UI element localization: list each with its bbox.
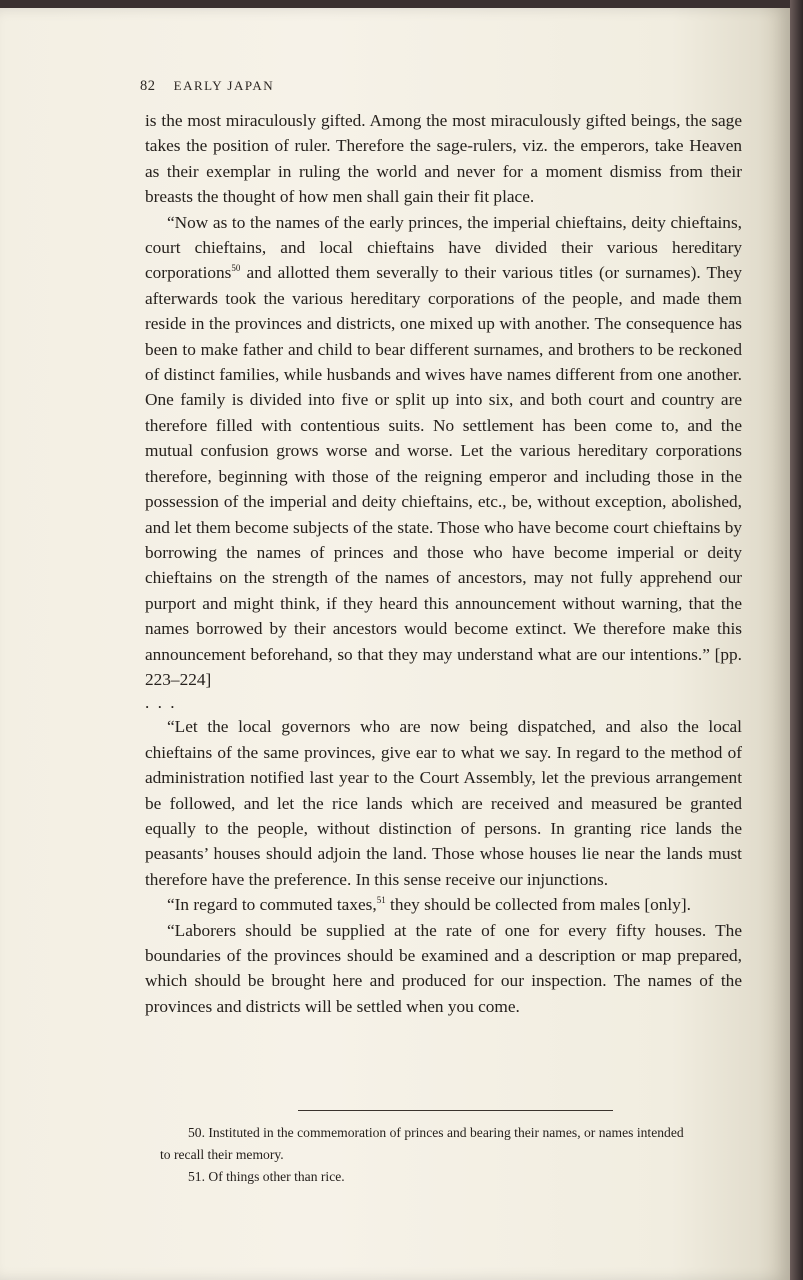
book-page xyxy=(0,8,790,1280)
paragraph-4 xyxy=(145,892,742,917)
footnote-ref-50[interactable]: 50 xyxy=(231,263,241,274)
running-header xyxy=(140,78,274,95)
footnote-50-line-2: to recall their memory. xyxy=(160,1147,284,1162)
paragraph-2-text-b: and allotted them severally to their various titles (or surnames). They afterwards took the various hereditary corporations of the people, and made them reside in the provinces and districts, one mixed up with another. The consequence has been to make father and child to bear different surnames, and brothers to be reckoned of distinct families, while husbands and wives have names different from one another. One family is divided into five or split up into six, and both court and country are therefore filled with contentious suits. No settlement has been come to, and the mutual confusion grows worse and worse. Let the various hereditary corporations therefore, beginning with those of the reigning emperor and including those in the possession of the imperial and deity chieftains, etc., be, without exception, abolished, and let them become subjects of the state. Those who have become court chieftains by borrowing the names of princes and those who have become imperial or deity chieftains on the strength of the names of ancestors, may not fully apprehend our purport and might think, if they heard this announcement without warning, that the names borrowed by their ancestors would become extinct. We therefore make this announcement beforehand, so that they may understand what are our intentions.” [pp. 223–224] xyxy=(145,263,742,689)
paragraph-2-text-a: “Now as to the names of the early princes, the imperial chieftains, deity chieftains, court chieftains, and local chieftains have divided their various hereditary corporations xyxy=(145,212,742,283)
footnote-ref-51[interactable]: 51 xyxy=(376,895,386,906)
paragraph-4-text-a: “In regard to commuted taxes, xyxy=(167,895,377,915)
footnotes xyxy=(160,1122,748,1188)
footnote-50 xyxy=(160,1122,748,1166)
paragraph-1: is the most miraculously gifted. Among the most miraculously gifted beings, the sage takes the position of ruler. Therefore the sage-rulers, viz. the emperors, take Heaven as their exemplar in ruling the world and never for a moment dismiss from their breasts the thought of how men shall gain their fit place. xyxy=(145,111,742,207)
footnote-divider xyxy=(298,1110,613,1111)
paragraph-2 xyxy=(145,210,742,693)
body-text xyxy=(145,108,742,1019)
paragraph-4-text-b: they should be collected from males [only]. xyxy=(385,895,691,915)
running-title: EARLY JAPAN xyxy=(173,78,275,93)
paragraph-5: “Laborers should be supplied at the rate of one for every fifty houses. The boundaries of the provinces should be examined and a description or map prepared, which should be brought here and produced for our inspection. The names of the provinces and districts will be settled when you come. xyxy=(145,920,742,1016)
paragraph-3: “Let the local governors who are now being dispatched, and also the local chieftains of the same provinces, give ear to what we say. In regard to the method of administration notified last year to the Court Assembly, let the previous arrangement be followed, and let the rice lands which are received and measured be granted equally to the people, without distinction of persons. In granting rice lands the peasants’ houses should adjoin the land. Those whose houses lie near the lands must therefore have the preference. In this sense receive our injunctions. xyxy=(145,717,742,889)
footnote-51: 51. Of things other than rice. xyxy=(188,1169,345,1184)
page-number: 82 xyxy=(140,78,156,94)
ellipsis: . . . xyxy=(145,693,177,713)
book-spine-edge xyxy=(790,0,803,1280)
footnote-50-line-1: 50. Instituted in the commemoration of princes and bearing their names, or names intended xyxy=(188,1125,684,1140)
